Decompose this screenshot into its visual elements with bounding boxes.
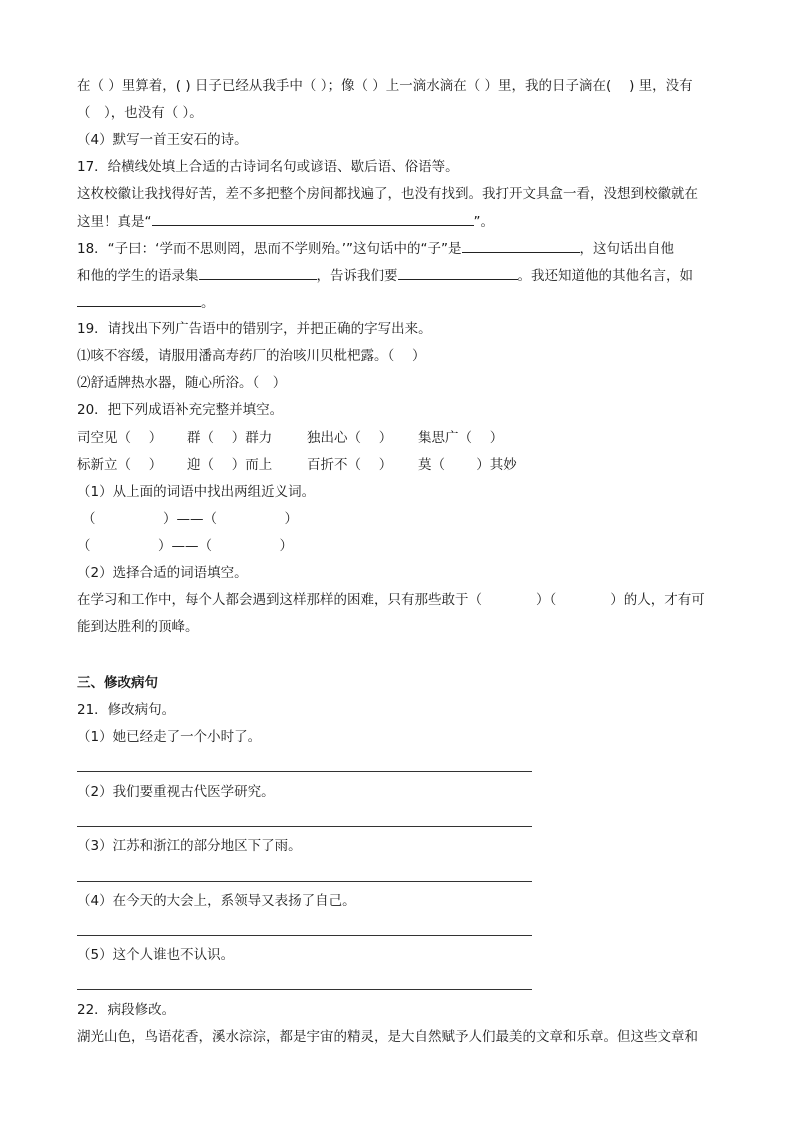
dash: —— [176,511,204,527]
fill-blank-line-2: （ ），也没有（ ）。 [77,105,203,121]
answer-blank[interactable] [77,292,201,307]
question-19-item-2: ⑵舒适牌热水器，随心所浴。（ ） [77,375,287,391]
question-17-title: 17．给横线处填上合适的古诗词名句或谚语、歇后语、俗语等。 [77,159,459,175]
synonym-blank[interactable]: （ ） [203,511,298,527]
question-16-4: （4）默写一首王安石的诗。 [77,132,248,148]
question-20-part-2: （2）选择合适的词语填空。 [77,565,248,581]
question-18-text: 18．“子曰：‘学而不思则罔，思而不学则殆。’”这句话中的“子”是 [77,241,462,257]
question-17-text-prefix: 这里！真是“ [77,214,152,230]
answer-line[interactable] [77,989,532,990]
question-21-item-1: （1）她已经走了一个小时了。 [77,729,262,745]
fill-blank-line-1: 在（ ）里算着，( ) 日子已经从我手中（ ）；像（ ）上一滴水滴在（ ）里，我的日子滴在( ) 里，没有 [77,78,693,94]
question-20-title: 20．把下列成语补充完整并填空。 [77,402,284,418]
question-20-fill-text: 在学习和工作中，每个人都会遇到这样那样的困难，只有那些敢于（ ）（ ）的人，才有可 [77,592,705,608]
section-3-heading: 三、修改病句 [77,675,158,691]
question-17-answer-line [77,211,494,232]
question-19-item-1: ⑴咳不容缓，请服用潘高寿药厂的治咳川贝枇杷露。（ ） [77,348,426,364]
synonym-blank[interactable]: （ ） [198,538,293,554]
idiom-item: 群（ ）群力 [187,430,273,446]
question-18-text: 和他的学生的语录集 [77,268,199,284]
question-17-text-suffix: ”。 [473,214,494,230]
question-21-item-3: （3）江苏和浙江的部分地区下了雨。 [77,838,302,854]
answer-blank[interactable] [199,265,317,280]
question-18-line-1 [77,238,674,259]
question-18-text-suffix: ，这句话出自他 [579,241,674,257]
answer-blank[interactable] [462,238,580,253]
idiom-item: 司空见（ ） [77,430,163,446]
question-18-line-2 [77,265,693,286]
answer-line[interactable] [77,935,532,936]
synonym-blank[interactable]: （ ） [77,538,172,554]
question-21-item-4: （4）在今天的大会上，系领导又表扬了自己。 [77,893,356,909]
answer-blank[interactable] [152,211,474,226]
synonym-pair-2 [77,536,293,556]
answer-blank[interactable] [398,265,518,280]
question-18-text: 。我还知道他的其他名言，如 [517,268,693,284]
question-21-title: 21．修改病句。 [77,702,176,718]
question-20-part-1: （1）从上面的词语中找出两组近义词。 [77,484,316,500]
question-18-text-suffix: 。 [201,295,215,311]
synonym-blank[interactable]: （ ） [82,511,177,527]
question-22-paragraph: 湖光山色，鸟语花香，溪水淙淙，都是宇宙的精灵，是大自然赋予人们最美的文章和乐章。但这些文章和 [77,1029,698,1045]
answer-line[interactable] [77,826,532,827]
question-18-line-3 [77,292,215,313]
idiom-item: 莫（ ）其妙 [418,457,517,473]
question-18-text: ，告诉我们要 [316,268,398,284]
answer-line[interactable] [77,881,532,882]
synonym-pair-1 [82,509,298,529]
question-20-fill-text-cont: 能到达胜利的顶峰。 [77,619,199,635]
answer-line[interactable] [77,771,532,772]
question-21-item-5: （5）这个人谁也不认识。 [77,947,235,963]
question-21-item-2: （2）我们要重视古代医学研究。 [77,784,275,800]
question-22-title: 22．病段修改。 [77,1002,176,1018]
idiom-item: 迎（ ）而上 [187,457,273,473]
dash: —— [171,538,199,554]
question-17-text: 这枚校徽让我找得好苦，差不多把整个房间都找遍了，也没有找到。我打开文具盒一看，没想到校徽就在 [77,186,698,202]
idiom-item: 百折不（ ） [307,457,393,473]
idiom-item: 标新立（ ） [77,457,163,473]
idiom-item: 集思广（ ） [418,430,504,446]
question-19-title: 19．请找出下列广告语中的错别字，并把正确的字写出来。 [77,321,432,337]
idiom-item: 独出心（ ） [307,430,393,446]
